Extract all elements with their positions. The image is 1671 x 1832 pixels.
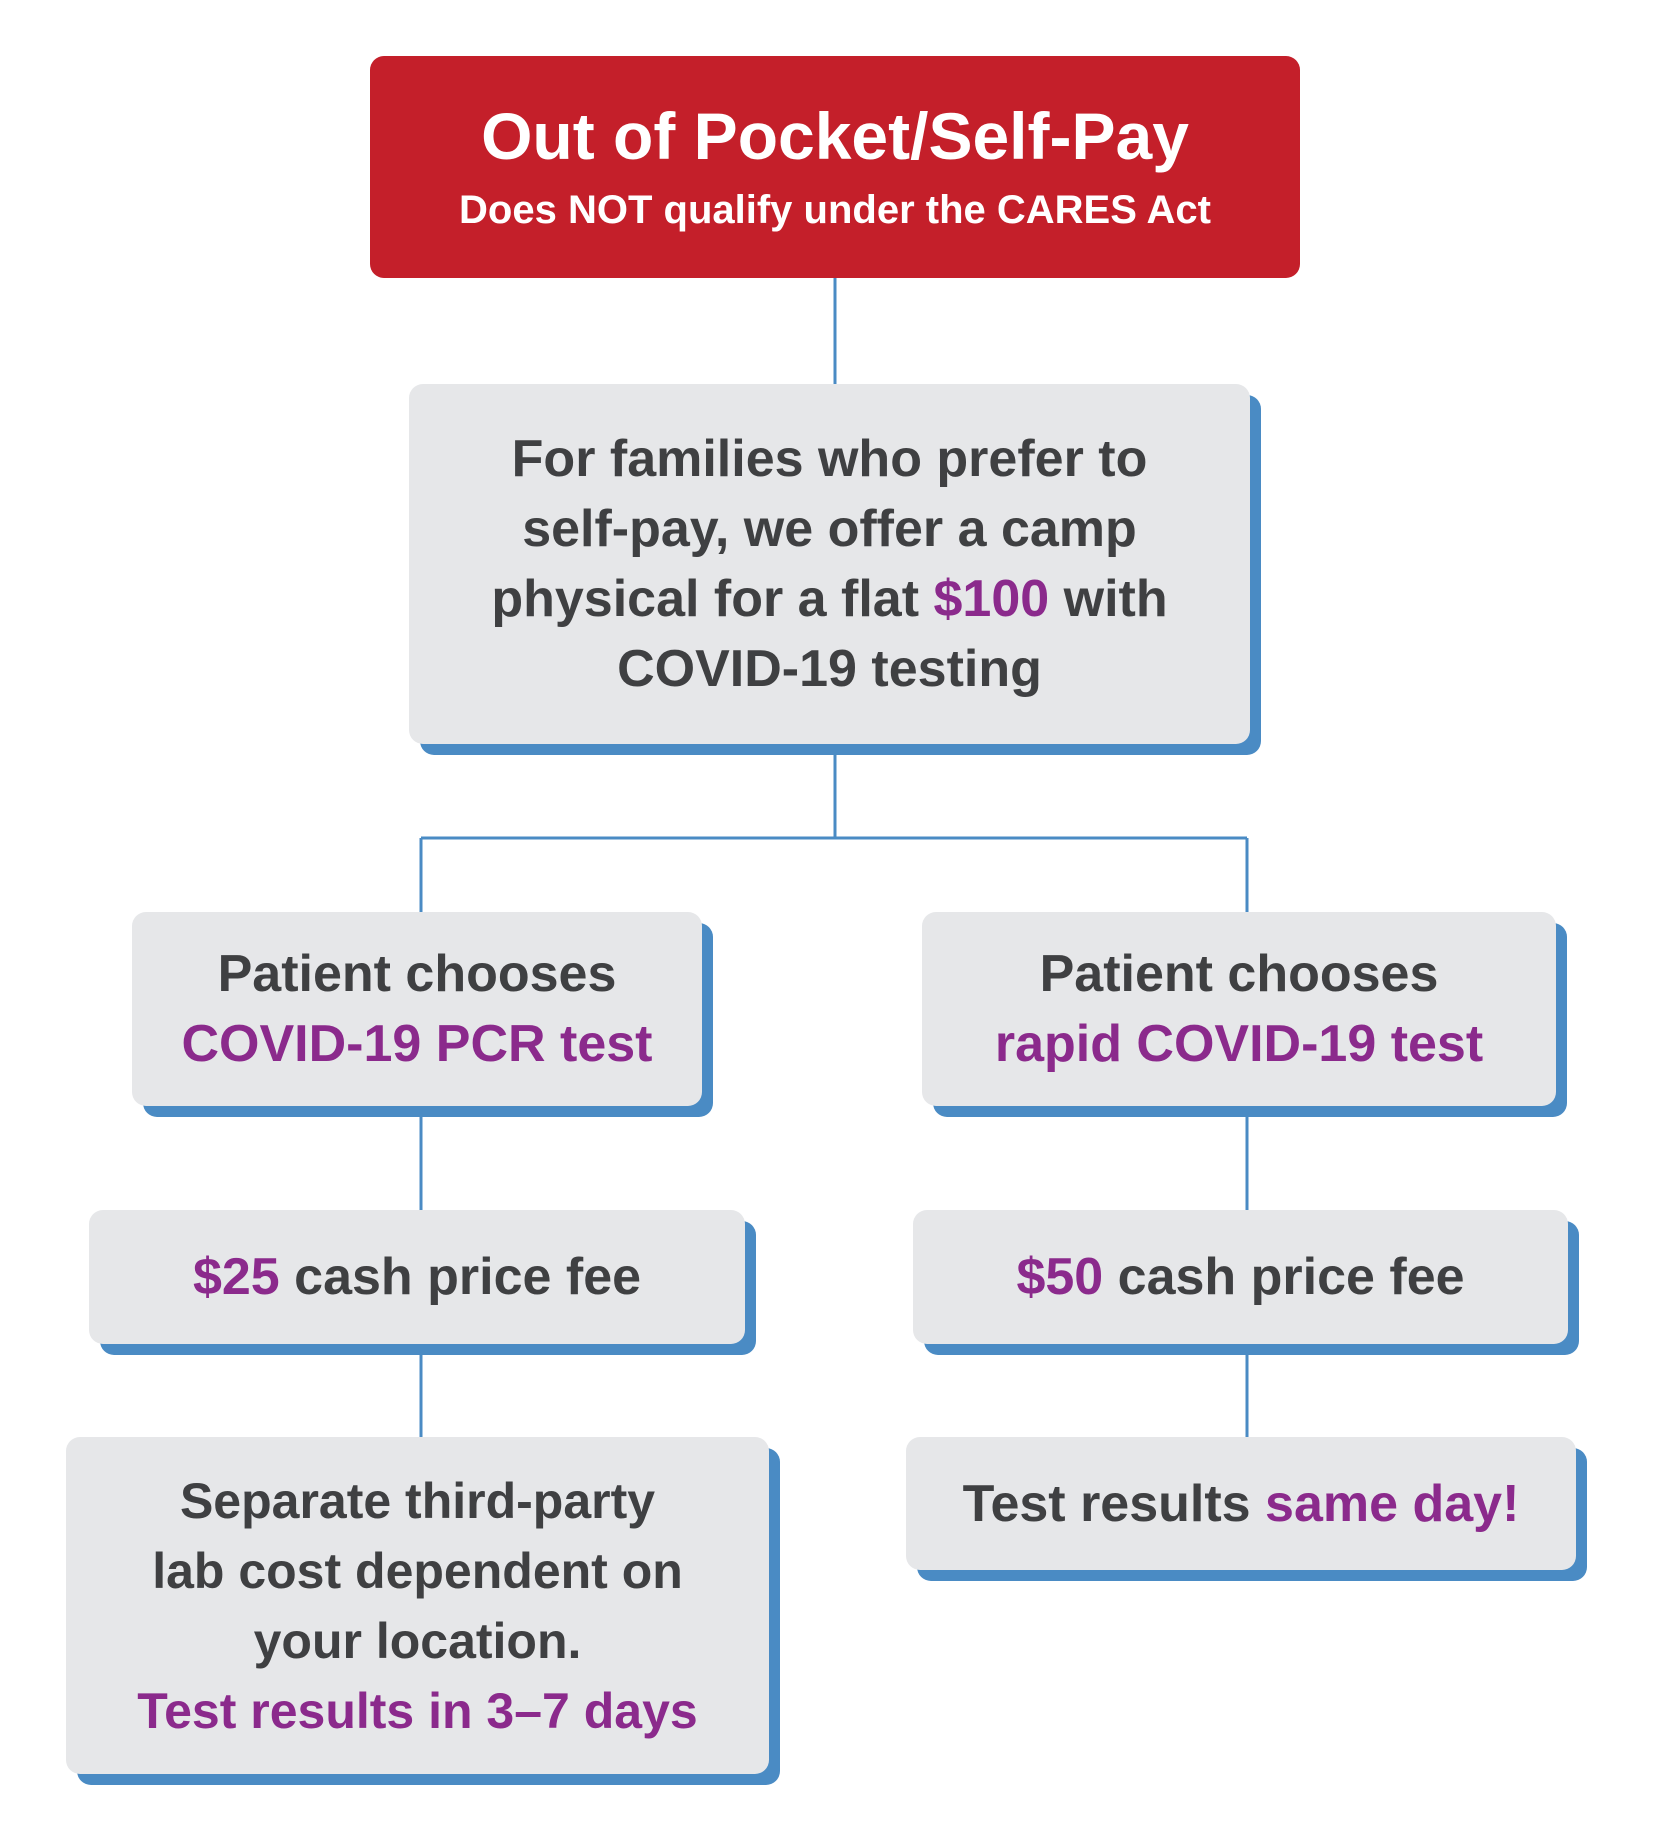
intro-price: $100	[933, 570, 1050, 628]
right-choice-test: rapid COVID-19 test	[994, 1015, 1484, 1073]
right-fee-label: cash price fee	[1117, 1248, 1465, 1306]
left-result-box	[66, 1437, 769, 1774]
intro-box	[409, 384, 1250, 744]
intro-line-3-prefix: physical for a flat	[491, 570, 920, 628]
header-title: Out of Pocket/Self-Pay	[481, 99, 1189, 173]
left-result-highlight: Test results in 3–7 days	[137, 1682, 698, 1739]
self-pay-header	[370, 56, 1300, 278]
right-result-box	[906, 1437, 1576, 1570]
left-fee-line	[193, 1242, 641, 1312]
left-result-line-1: Separate third-party	[179, 1472, 656, 1529]
right-result-highlight: same day!	[1265, 1474, 1520, 1533]
right-choice-prefix: Patient chooses	[1039, 945, 1439, 1003]
header-subtitle: Does NOT qualify under the CARES Act	[459, 188, 1211, 232]
left-fee-price: $25	[192, 1248, 280, 1306]
right-fee-line	[1016, 1242, 1464, 1312]
intro-line-3	[491, 564, 1167, 634]
right-fee-box	[913, 1210, 1568, 1344]
left-choice-box	[132, 912, 702, 1106]
intro-line-4: COVID-19 testing	[617, 640, 1042, 698]
left-result-line-3: your location.	[253, 1612, 582, 1669]
left-choice-prefix: Patient chooses	[217, 945, 617, 1003]
right-result-line	[963, 1469, 1520, 1539]
right-fee-price: $50	[1016, 1248, 1104, 1306]
intro-line-2: self-pay, we offer a camp	[522, 500, 1137, 558]
intro-line-3-suffix: with	[1063, 570, 1168, 628]
intro-line-1: For families who prefer to	[511, 430, 1148, 488]
left-fee-box	[89, 1210, 745, 1344]
left-fee-label: cash price fee	[294, 1248, 642, 1306]
left-choice-test: COVID-19 PCR test	[181, 1015, 653, 1073]
right-choice-box	[922, 912, 1556, 1106]
right-result-prefix: Test results	[962, 1474, 1251, 1533]
left-result-line-2: lab cost dependent on	[152, 1542, 683, 1599]
